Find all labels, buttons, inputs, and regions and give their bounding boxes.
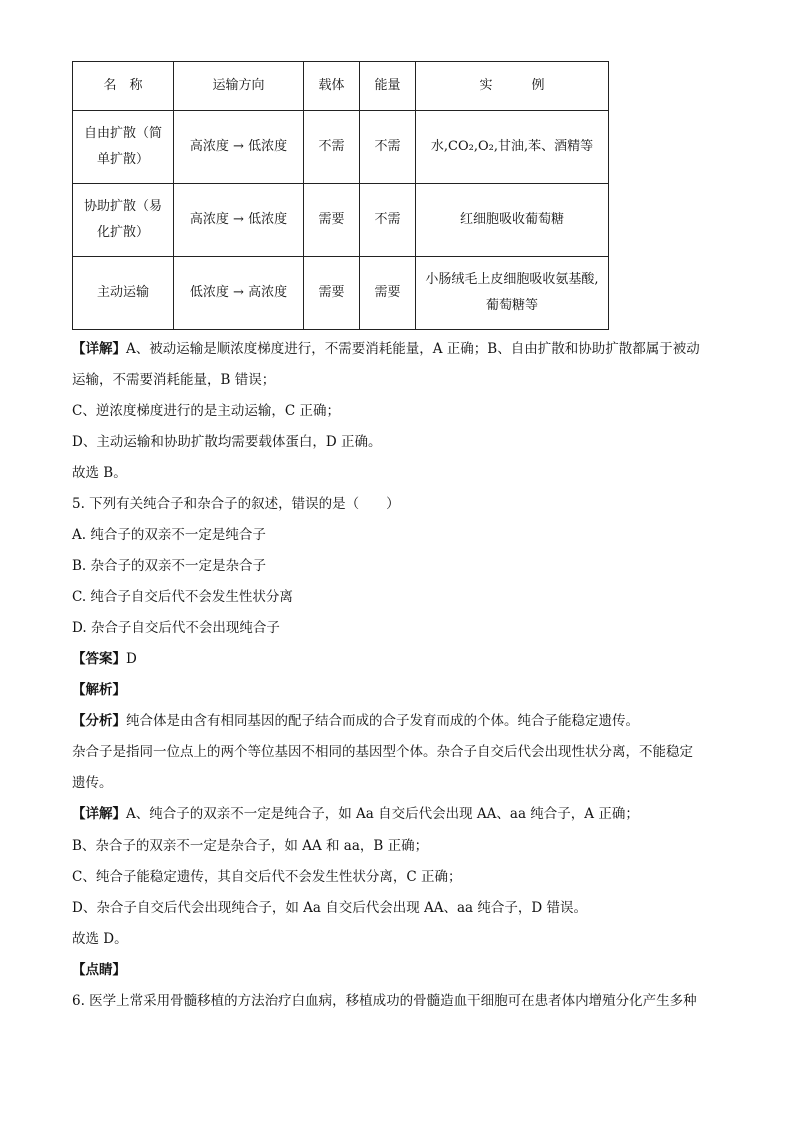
q6-stem: 6. 医学上常采用骨髓移植的方法治疗白血病，移植成功的骨髓造血干细胞可在患者体内增殖分化产生多种: [72, 993, 697, 1009]
q5-option-b: B. 杂合子的双亲不一定是杂合子: [72, 558, 267, 574]
detail-text: A、被动运输是顺浓度梯度进行，不需要消耗能量，A 正确；B、自由扩散和协助扩散都属于被动: [126, 341, 700, 357]
detail-text: A、纯合子的双亲不一定是纯合子，如 Aa 自交后代会出现 AA、aa 纯合子，A 正确；: [126, 806, 639, 822]
q5-stem: 5. 下列有关纯合子和杂合子的叙述，错误的是（ ）: [72, 496, 400, 512]
cell-name: 主动运输: [73, 257, 174, 330]
cell-example: 红细胞吸收葡萄糖: [416, 184, 609, 257]
q5-option-a: A. 纯合子的双亲不一定是纯合子: [72, 527, 266, 543]
q5-detail-line: D、杂合子自交后代会出现纯合子，如 Aa 自交后代会出现 AA、aa 纯合子，D 错误。: [72, 900, 587, 916]
cell-energy: 不需: [360, 184, 416, 257]
cell-example: 小肠绒毛上皮细胞吸收氨基酸,葡萄糖等: [416, 257, 609, 330]
cell-energy: 需要: [360, 257, 416, 330]
header-energy: 能量: [360, 62, 416, 111]
q5-fenxi-line: 杂合子是指同一位点上的两个等位基因不相同的基因型个体。杂合子自交后代会出现性状分离，不能稳定: [72, 744, 693, 760]
q5-fenxi-line: [72, 711, 732, 731]
table-row: [73, 111, 609, 184]
q5-detail-line: C、纯合子能稳定遗传，其自交后代不会发生性状分离，C 正确；: [72, 869, 462, 885]
table-row: [73, 184, 609, 257]
cell-carrier: 需要: [304, 184, 360, 257]
detail-tag: 【详解】: [72, 341, 126, 357]
cell-direction: 低浓度 → 高浓度: [174, 257, 304, 330]
header-carrier: 载体: [304, 62, 360, 111]
answer-value: D: [126, 651, 137, 667]
q5-fenxi-line: 遗传。: [72, 775, 113, 791]
cell-direction: 高浓度 → 低浓度: [174, 111, 304, 184]
cell-example: 水,CO₂,O₂,甘油,苯、酒精等: [416, 111, 609, 184]
q4-choose: 故选 B。: [72, 465, 127, 481]
q4-detail-line: D、主动运输和协助扩散均需要载体蛋白，D 正确。: [72, 434, 382, 450]
table-header-row: [73, 62, 609, 111]
detail-tag: 【详解】: [72, 806, 126, 822]
cell-name: 协助扩散（易化扩散）: [73, 184, 174, 257]
cell-name: 自由扩散（简单扩散）: [73, 111, 174, 184]
header-name: 名 称: [73, 62, 174, 111]
q4-detail-line: [72, 339, 732, 359]
cell-energy: 不需: [360, 111, 416, 184]
q5-option-d: D. 杂合子自交后代不会出现纯合子: [72, 620, 280, 636]
fenxi-tag: 【分析】: [72, 713, 126, 729]
q5-detail-line: [72, 804, 732, 824]
q5-analysis-tag: 【解析】: [72, 682, 126, 698]
header-direction: 运输方向: [174, 62, 304, 111]
transport-comparison-table: [72, 61, 609, 330]
q5-dianjing-tag: 【点睛】: [72, 962, 126, 978]
q5-detail-line: B、杂合子的双亲不一定是杂合子，如 AA 和 aa，B 正确；: [72, 838, 429, 854]
answer-tag: 【答案】: [72, 651, 126, 667]
header-example: 实 例: [416, 62, 609, 111]
fenxi-text: 纯合体是由含有相同基因的配子结合而成的合子发育而成的个体。纯合子能稳定遗传。: [126, 713, 639, 729]
q5-option-c: C. 纯合子自交后代不会发生性状分离: [72, 589, 293, 605]
cell-carrier: 需要: [304, 257, 360, 330]
q4-detail-line: C、逆浓度梯度进行的是主动运输，C 正确；: [72, 403, 340, 419]
cell-carrier: 不需: [304, 111, 360, 184]
q5-choose: 故选 D。: [72, 931, 128, 947]
q4-detail-line: 运输，不需要消耗能量，B 错误；: [72, 372, 276, 388]
table-row: [73, 257, 609, 330]
q5-answer: [72, 649, 732, 669]
cell-direction: 高浓度 → 低浓度: [174, 184, 304, 257]
